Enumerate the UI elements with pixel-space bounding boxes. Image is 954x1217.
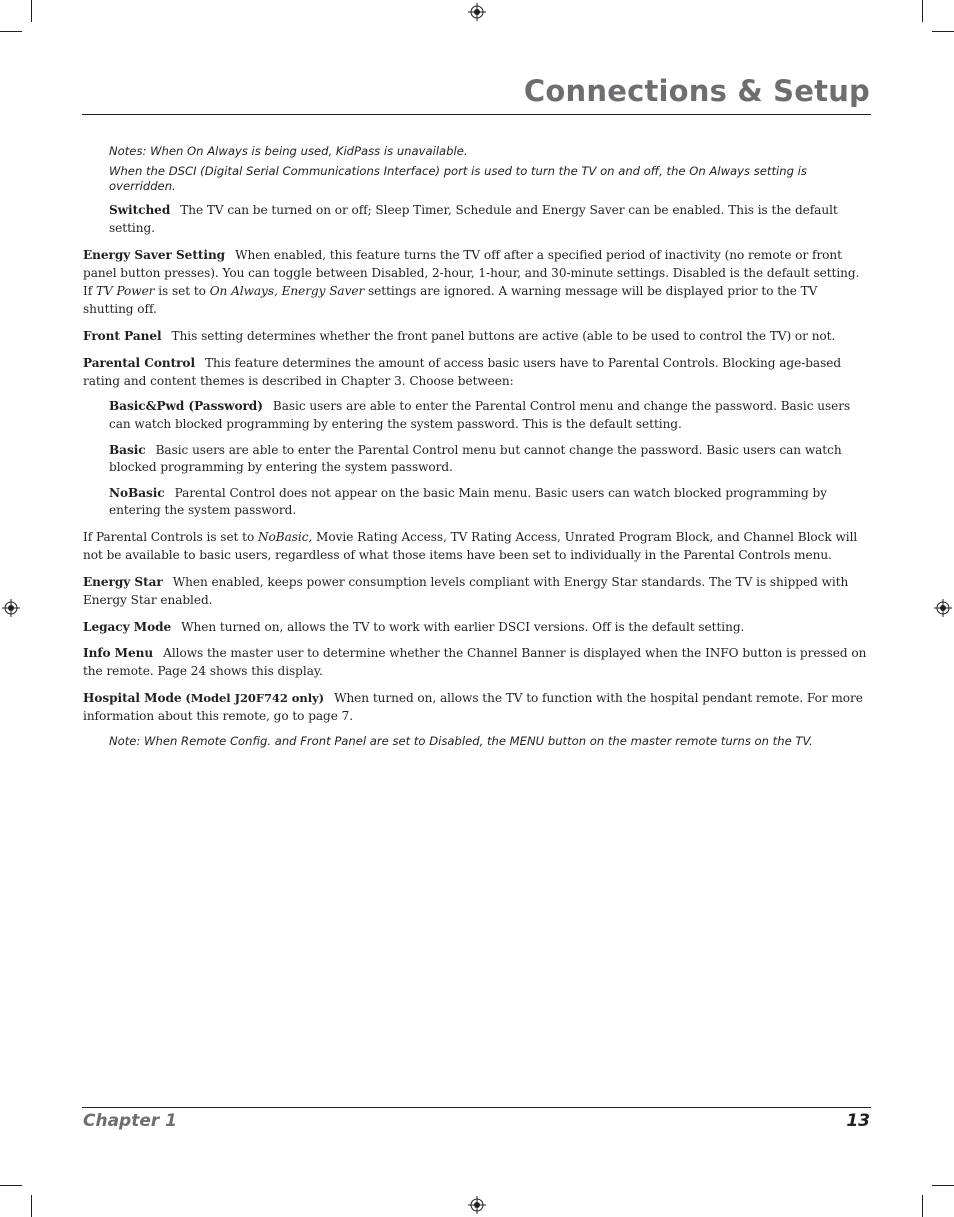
term-description: When turned on, allows the TV to function with the hospital pendant remote. For more information about this remote, go to page 7.: [83, 690, 863, 724]
footer-divider: [82, 1107, 871, 1108]
term-description: Basic users are able to enter the Parental Control menu and change the password. Basic users can watch blocked programming by entering the system password. This is the default setting.: [109, 399, 851, 431]
body-text: Movie Rating Access, TV Rating Access, Unrated Program Block, and Channel Block will not be available to basic users, regardless of what those items have been set to individually in the Parental Controls menu.: [83, 530, 858, 563]
italic-text: TV Power: [95, 284, 155, 299]
term-label: Legacy Mode: [83, 619, 172, 634]
italic-text: On Always, Energy Saver: [209, 284, 365, 299]
term-description: When turned on, allows the TV to work with earlier DSCI versions. Off is the default setting.: [181, 619, 745, 634]
page-title: Connections & Setup: [523, 74, 870, 108]
term-label: Switched: [109, 203, 171, 217]
setting-parental-control: [83, 354, 871, 390]
term-description: Parental Control does not appear on the basic Main menu. Basic users can watch blocked programming by entering the system password.: [109, 485, 827, 518]
option-basic: [109, 442, 871, 477]
registration-mark-icon: [468, 3, 486, 21]
term-description: When enabled, keeps power consumption levels compliant with Energy Star standards. The TV is shipped with Energy Star enabled.: [83, 574, 849, 607]
term-label: Basic&Pwd (Password): [109, 399, 263, 414]
nobasic-explanation: [83, 528, 871, 564]
term-description: When enabled, this feature turns the TV off after a specified period of inactivity (no remote or front panel button presses). You can toggle between Disabled, 2-hour, 1-hour, and 30-minute settings. Disabled is the default setting. If: [83, 247, 860, 299]
crop-mark: [31, 0, 32, 22]
setting-energy-saver: [83, 246, 871, 319]
term-description: This feature determines the amount of access basic users have to Parental Controls. Blocking age-based rating and content themes is described in Chapter 3. Choose between:: [83, 355, 842, 388]
term-label: Energy Star: [83, 574, 163, 589]
term-description: Basic users are able to enter the Parental Control menu but cannot change the password. Basic users can watch blocked programming by entering the system password.: [109, 442, 842, 474]
term-label: Basic: [109, 442, 146, 457]
term-description: is set to: [154, 284, 210, 299]
crop-mark: [31, 1195, 32, 1217]
registration-mark-icon: [934, 599, 952, 617]
option-basic-pwd: [109, 398, 871, 433]
term-label: Hospital Mode: [83, 690, 182, 705]
term-description: Allows the master user to determine whether the Channel Banner is displayed when the INFO button is pressed on the remote. Page 24 shows this display.: [83, 646, 867, 679]
setting-legacy-mode: [83, 618, 871, 636]
term-description: This setting determines whether the front panel buttons are active (able to be used to control the TV) or not.: [171, 329, 836, 343]
page-number: 13: [846, 1111, 870, 1131]
note-remote-config: Note: When Remote Config. and Front Panel are set to Disabled, the MENU button on the master remote turns on the TV.: [109, 733, 813, 748]
setting-info-menu: [83, 644, 871, 680]
option-nobasic: [109, 485, 871, 520]
body-text: If Parental Controls is set to: [83, 530, 258, 544]
setting-energy-star: [83, 573, 871, 609]
term-label: NoBasic: [109, 485, 165, 500]
chapter-label: Chapter 1: [83, 1111, 178, 1131]
italic-text: NoBasic,: [258, 530, 313, 544]
term-label: Parental Control: [83, 355, 195, 370]
setting-front-panel: [83, 327, 871, 345]
crop-mark: [932, 1185, 954, 1186]
crop-mark: [922, 1195, 923, 1217]
crop-mark: [932, 31, 954, 32]
note-kidpass: Notes: When On Always is being used, KidPass is unavailable.: [109, 144, 468, 158]
registration-mark-icon: [2, 599, 20, 617]
registration-mark-icon: [468, 1196, 486, 1214]
page-content: [83, 144, 871, 754]
term-description: The TV can be turned on or off; Sleep Timer, Schedule and Energy Saver can be enabled. This is the default setting.: [109, 203, 838, 236]
crop-mark: [922, 0, 923, 22]
term-label: Energy Saver Setting: [83, 247, 226, 262]
crop-mark: [0, 31, 22, 32]
term-description: settings are ignored. A warning message will be displayed prior to the TV shutting off.: [83, 284, 818, 317]
term-label: Info Menu: [83, 646, 154, 661]
setting-switched: [109, 201, 871, 237]
crop-mark: [0, 1185, 22, 1186]
header-divider: [82, 114, 871, 115]
term-label: Front Panel: [83, 329, 162, 343]
note-dsci: When the DSCI (Digital Serial Communications Interface) port is used to turn the TV on and off, the On Always setting is overridden.: [109, 164, 807, 193]
model-qualifier: (Model J20F742 only): [185, 690, 325, 705]
setting-hospital-mode: [83, 689, 871, 725]
